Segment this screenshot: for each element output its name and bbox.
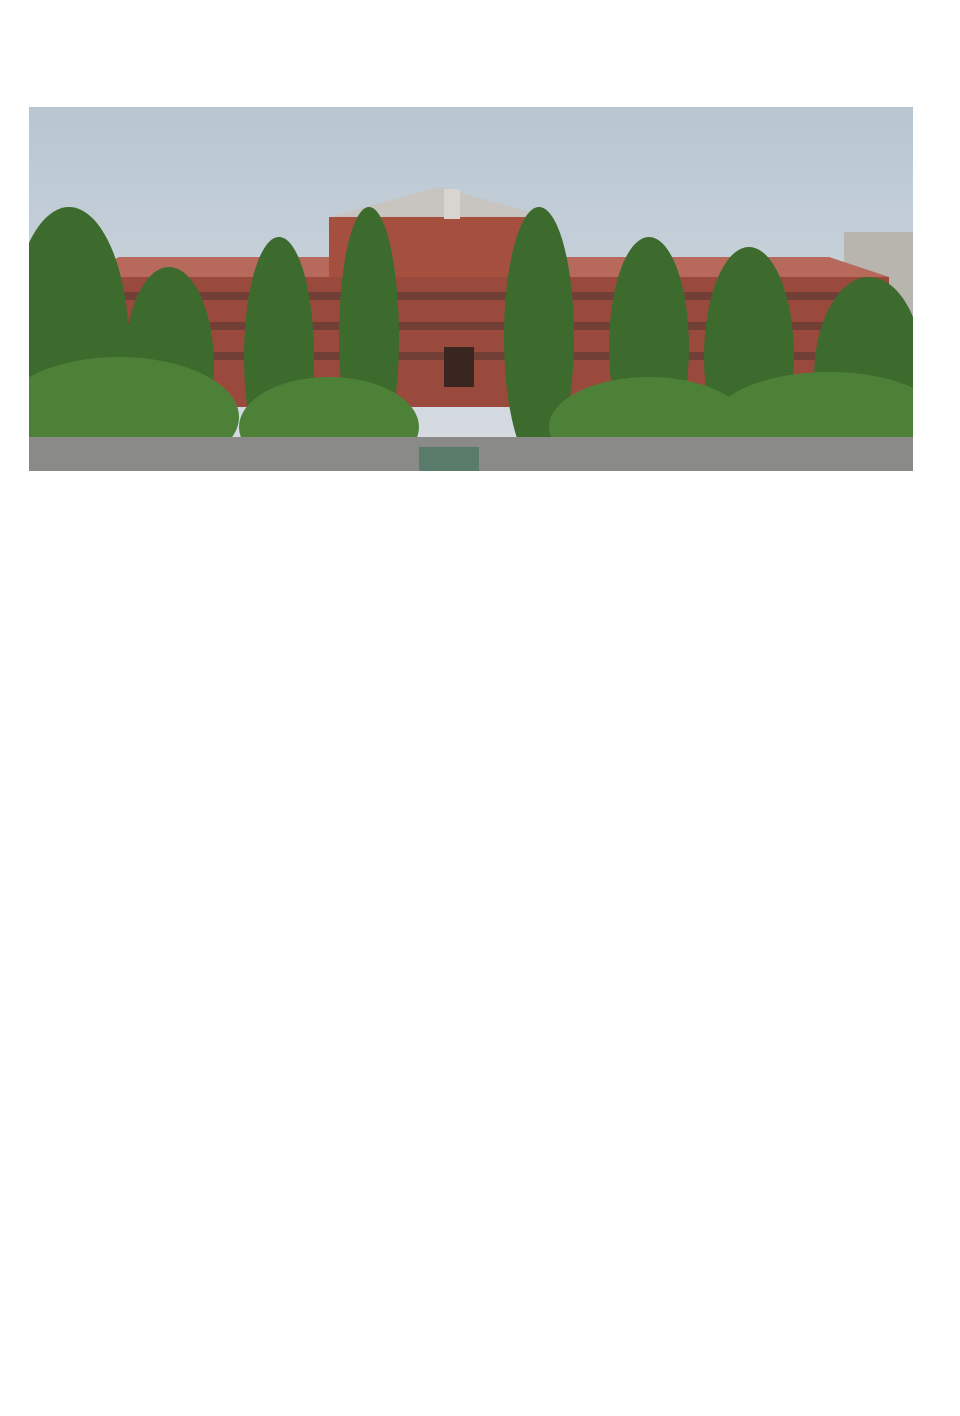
section1-right-column (487, 484, 907, 514)
page-footer (0, 1374, 960, 1416)
section1-left-column (38, 484, 448, 514)
section2-right-column (487, 990, 917, 1020)
school-building-photo (29, 107, 913, 471)
footer-dot-divider (350, 1388, 790, 1404)
section2-left-column (38, 990, 448, 1020)
